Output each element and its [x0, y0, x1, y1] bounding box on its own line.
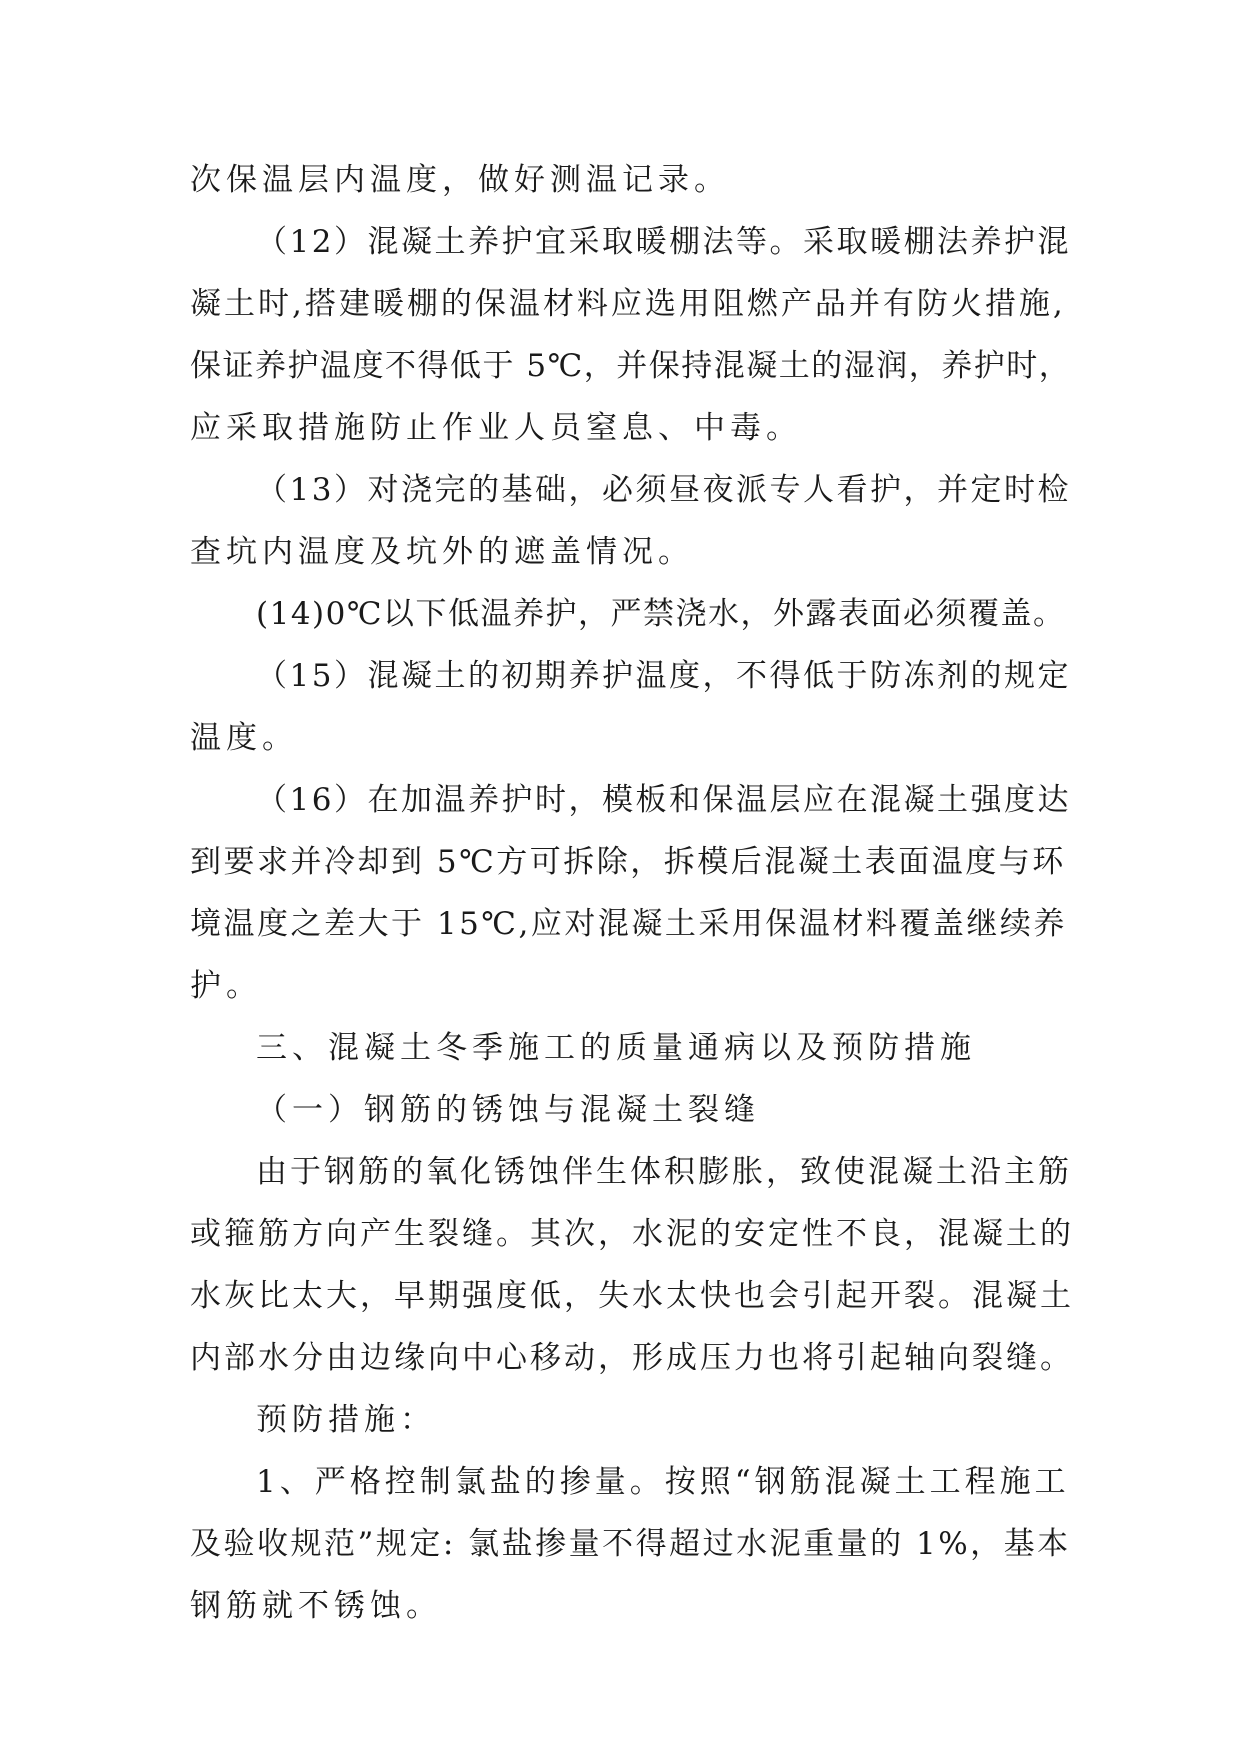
paragraph-14-line: (14)0℃以下低温养护，严禁浇水，外露表面必须覆盖。	[256, 596, 1066, 632]
paragraph-15-line: （15）混凝土的初期养护温度，不得低于防冻剂的规定	[256, 658, 1071, 694]
text-line: 查坑内温度及坑外的遮盖情况。	[190, 534, 694, 570]
text-line: 次保温层内温度，做好测温记录。	[190, 162, 730, 198]
paragraph-line: 由于钢筋的氧化锈蚀伴生体积膨胀，致使混凝土沿主筋	[256, 1154, 1072, 1190]
text-line: 钢筋就不锈蚀。	[190, 1588, 442, 1624]
measure-1-line: 1、严格控制氯盐的掺量。按照“钢筋混凝土工程施工	[256, 1464, 1070, 1500]
section-heading: 三、混凝土冬季施工的质量通病以及预防措施	[256, 1030, 976, 1066]
text-line: 温度。	[190, 720, 298, 756]
text-line: 应采取措施防止作业人员窒息、中毒。	[190, 410, 802, 446]
text-line: 及验收规范”规定: 氯盐掺量不得超过水泥重量的 1%，基本	[190, 1526, 1071, 1562]
text-line: 水灰比太大，早期强度低，失水太快也会引起开裂。混凝土	[190, 1278, 1074, 1314]
text-line: 凝土时,搭建暖棚的保温材料应选用阻燃产品并有防火措施,	[190, 286, 1066, 322]
paragraph-12-line: （12）混凝土养护宜采取暖棚法等。采取暖棚法养护混	[256, 224, 1071, 260]
paragraph-13-line: （13）对浇完的基础，必须昼夜派专人看护，并定时检	[256, 472, 1071, 508]
text-line: 或箍筋方向产生裂缝。其次，水泥的安定性不良，混凝土的	[190, 1216, 1074, 1252]
text-line: 护。	[190, 968, 262, 1004]
measures-heading: 预防措施：	[256, 1402, 436, 1438]
text-line: 到要求并冷却到 5℃方可拆除，拆模后混凝土表面温度与环	[190, 844, 1066, 880]
text-line: 保证养护温度不得低于 5℃，并保持混凝土的湿润，养护时，	[190, 348, 1072, 384]
text-line: 内部水分由边缘向中心移动，形成压力也将引起轴向裂缝。	[190, 1340, 1074, 1376]
paragraph-16-line: （16）在加温养护时，模板和保温层应在混凝土强度达	[256, 782, 1071, 818]
text-line: 境温度之差大于 15℃,应对混凝土采用保温材料覆盖继续养	[190, 906, 1067, 942]
subsection-heading: （一）钢筋的锈蚀与混凝土裂缝	[256, 1092, 760, 1128]
